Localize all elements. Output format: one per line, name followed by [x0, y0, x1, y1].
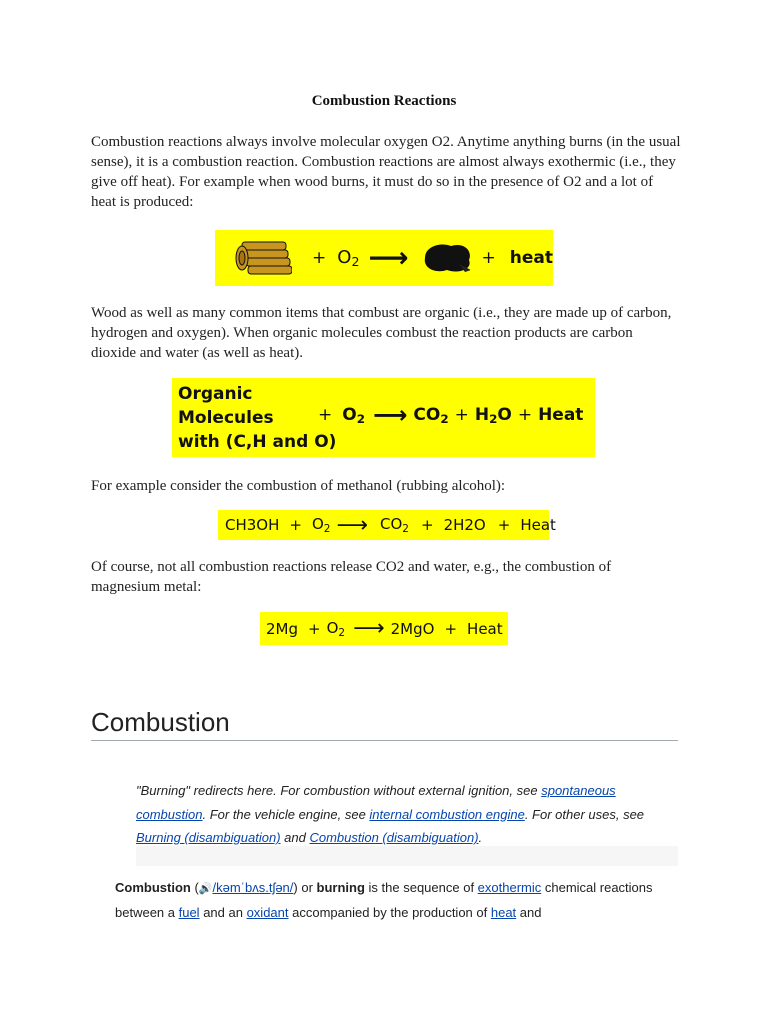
- paragraph-intro: Combustion reactions always involve molecular oxygen O2. Anytime anything burns (in the usual sense), it is a combustion reaction. Combustion reactions are almost always exothermic (i.e., they give off heat). For example when wood burns, it must do so in the presence of O2 and a lot of heat is produced:: [91, 134, 681, 210]
- wood-combustion-equation: [215, 230, 553, 286]
- magnesium-formula: 2Mg: [266, 619, 299, 638]
- document-title: Combustion Reactions: [311, 93, 457, 109]
- link-pronunciation[interactable]: /kəmˈbʌs.tʃən/: [212, 880, 294, 895]
- link-fuel[interactable]: fuel: [178, 905, 200, 920]
- organic-combustion-equation: [172, 378, 595, 457]
- link-burning-disambiguation[interactable]: Burning (disambiguation): [136, 830, 281, 845]
- methanol-formula: CH3OH: [225, 516, 280, 534]
- plus-sign: +: [481, 248, 496, 268]
- magnesium-oxide-formula: 2MgO: [390, 619, 435, 638]
- methanol-combustion-equation: CH3OH + $O_2$ ⟶ $CO_2$ + 2H2O + Heat: [218, 510, 549, 540]
- paragraph-organic: Wood as well as many common items that combust are organic (i.e., they are made up of carbon, hydrogen and oxygen). When organic molecules combust the reaction products are carbon dioxide and water (as well as heat).: [91, 305, 672, 361]
- organic-molecules-label: Organic Molecules with (C,H and O): [178, 384, 337, 452]
- link-internal-combustion-engine[interactable]: internal combustion engine: [369, 806, 525, 822]
- oxygen-formula: $O_2$: [311, 515, 331, 535]
- reaction-arrow: ⟶: [368, 241, 409, 274]
- wiki-lead-paragraph: Combustion (🔊/kəmˈbʌs.tʃən/) or burning is the sequence of exothermic chemical reactions between a fuel and an oxidant accompanied by the production of heat and: [115, 880, 653, 920]
- wiki-page-title: Combustion: [91, 707, 230, 737]
- link-spontaneous-combustion[interactable]: spontaneous combustion: [136, 783, 616, 822]
- heat-label: Heat: [467, 619, 503, 638]
- title-divider: [91, 740, 678, 741]
- magnesium-combustion-equation: 2Mg + $O_2$ ⟶ 2MgO + Heat: [260, 612, 508, 645]
- wood-logs-icon: [232, 238, 292, 278]
- heat-label: heat: [509, 248, 553, 268]
- hatnote: "Burning" redirects here. For combustion without external ignition, see spontaneous combustion. For the vehicle engine, see internal combustion engine. For other uses, see Burning (disambiguation) and Combustion (disambiguation).: [136, 783, 645, 845]
- link-combustion-disambiguation[interactable]: Combustion (disambiguation): [309, 830, 479, 845]
- paragraph-methanol: For example consider the combustion of methanol (rubbing alcohol):: [91, 478, 506, 494]
- water-formula: 2H2O: [443, 516, 486, 534]
- oxygen-formula: $O_2$: [337, 247, 360, 269]
- heat-label: Heat: [520, 516, 556, 534]
- link-exothermic[interactable]: exothermic: [477, 880, 542, 895]
- paragraph-magnesium: Of course, not all combustion reactions release CO2 and water, e.g., the combustion of magnesium metal:: [91, 559, 612, 595]
- bold-term-combustion: Combustion: [115, 880, 191, 895]
- link-heat[interactable]: heat: [490, 905, 517, 920]
- reaction-arrow: ⟶: [353, 616, 385, 641]
- bold-term-burning: burning: [316, 880, 365, 895]
- link-oxidant[interactable]: oxidant: [246, 905, 289, 920]
- organic-equation-rhs: + $O_2$ ⟶ $CO_2$ + $H_2O$ + Heat: [318, 401, 584, 429]
- co2-formula: $CO_2$: [380, 515, 409, 535]
- oxygen-formula: $O_2$: [326, 618, 346, 639]
- reaction-arrow: ⟶: [336, 512, 369, 538]
- plus-sign: +: [312, 248, 327, 268]
- speaker-icon[interactable]: 🔊: [198, 883, 213, 895]
- ash-icon: [419, 240, 470, 276]
